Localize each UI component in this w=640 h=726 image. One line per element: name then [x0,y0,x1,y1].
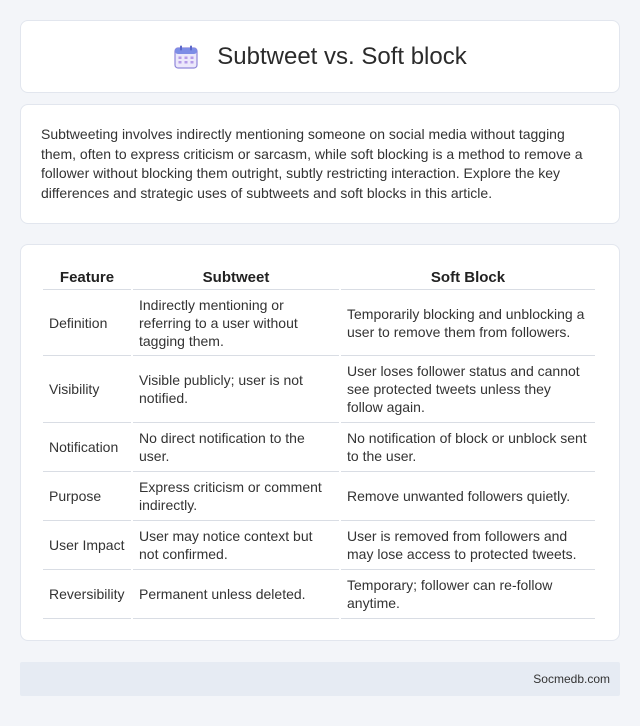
soft-block-cell: Temporary; follower can re-follow anytime. [341,570,595,619]
soft-block-cell: Temporarily blocking and unblocking a user to remove them from followers. [341,290,595,356]
subtweet-cell: Express criticism or comment indirectly. [133,472,339,521]
table-header-row [43,266,595,290]
table-row [43,290,595,356]
intro-card [20,104,620,224]
header-feature: Feature [43,266,131,290]
soft-block-cell: Remove unwanted followers quietly. [341,472,595,521]
feature-cell: User Impact [43,521,131,570]
footer-site-name: Socmedb.com [533,672,610,686]
comparison-card [20,244,620,641]
header-subtweet: Subtweet [133,266,339,290]
comparison-table [41,266,597,619]
subtweet-cell: No direct notification to the user. [133,423,339,472]
footer-bar [20,662,620,696]
page-title: Subtweet vs. Soft block [217,42,467,70]
table-row [43,472,595,521]
feature-cell: Notification [43,423,131,472]
intro-paragraph: Subtweeting involves indirectly mentioning someone on social media without tagging them, often to express criticism or sarcasm, while soft blocking is a method to remove a follower without blocking them outright, subtly restricting interaction. Explore the key differences and strategic uses of subtweets and soft blocks in this article. [41,126,583,201]
soft-block-cell: User is removed from followers and may lose access to protected tweets. [341,521,595,570]
soft-block-cell: No notification of block or unblock sent to the user. [341,423,595,472]
calendar-icon [173,44,199,70]
feature-cell: Visibility [43,356,131,423]
soft-block-cell: User loses follower status and cannot see protected tweets unless they follow again. [341,356,595,423]
feature-cell: Purpose [43,472,131,521]
feature-cell: Definition [43,290,131,356]
table-row [43,423,595,472]
table-row [43,356,595,423]
table-row [43,570,595,619]
table-row [43,521,595,570]
subtweet-cell: Visible publicly; user is not notified. [133,356,339,423]
header-soft-block: Soft Block [341,266,595,290]
subtweet-cell: Indirectly mentioning or referring to a user without tagging them. [133,290,339,356]
subtweet-cell: Permanent unless deleted. [133,570,339,619]
feature-cell: Reversibility [43,570,131,619]
subtweet-cell: User may notice context but not confirmed. [133,521,339,570]
title-card [20,20,620,93]
